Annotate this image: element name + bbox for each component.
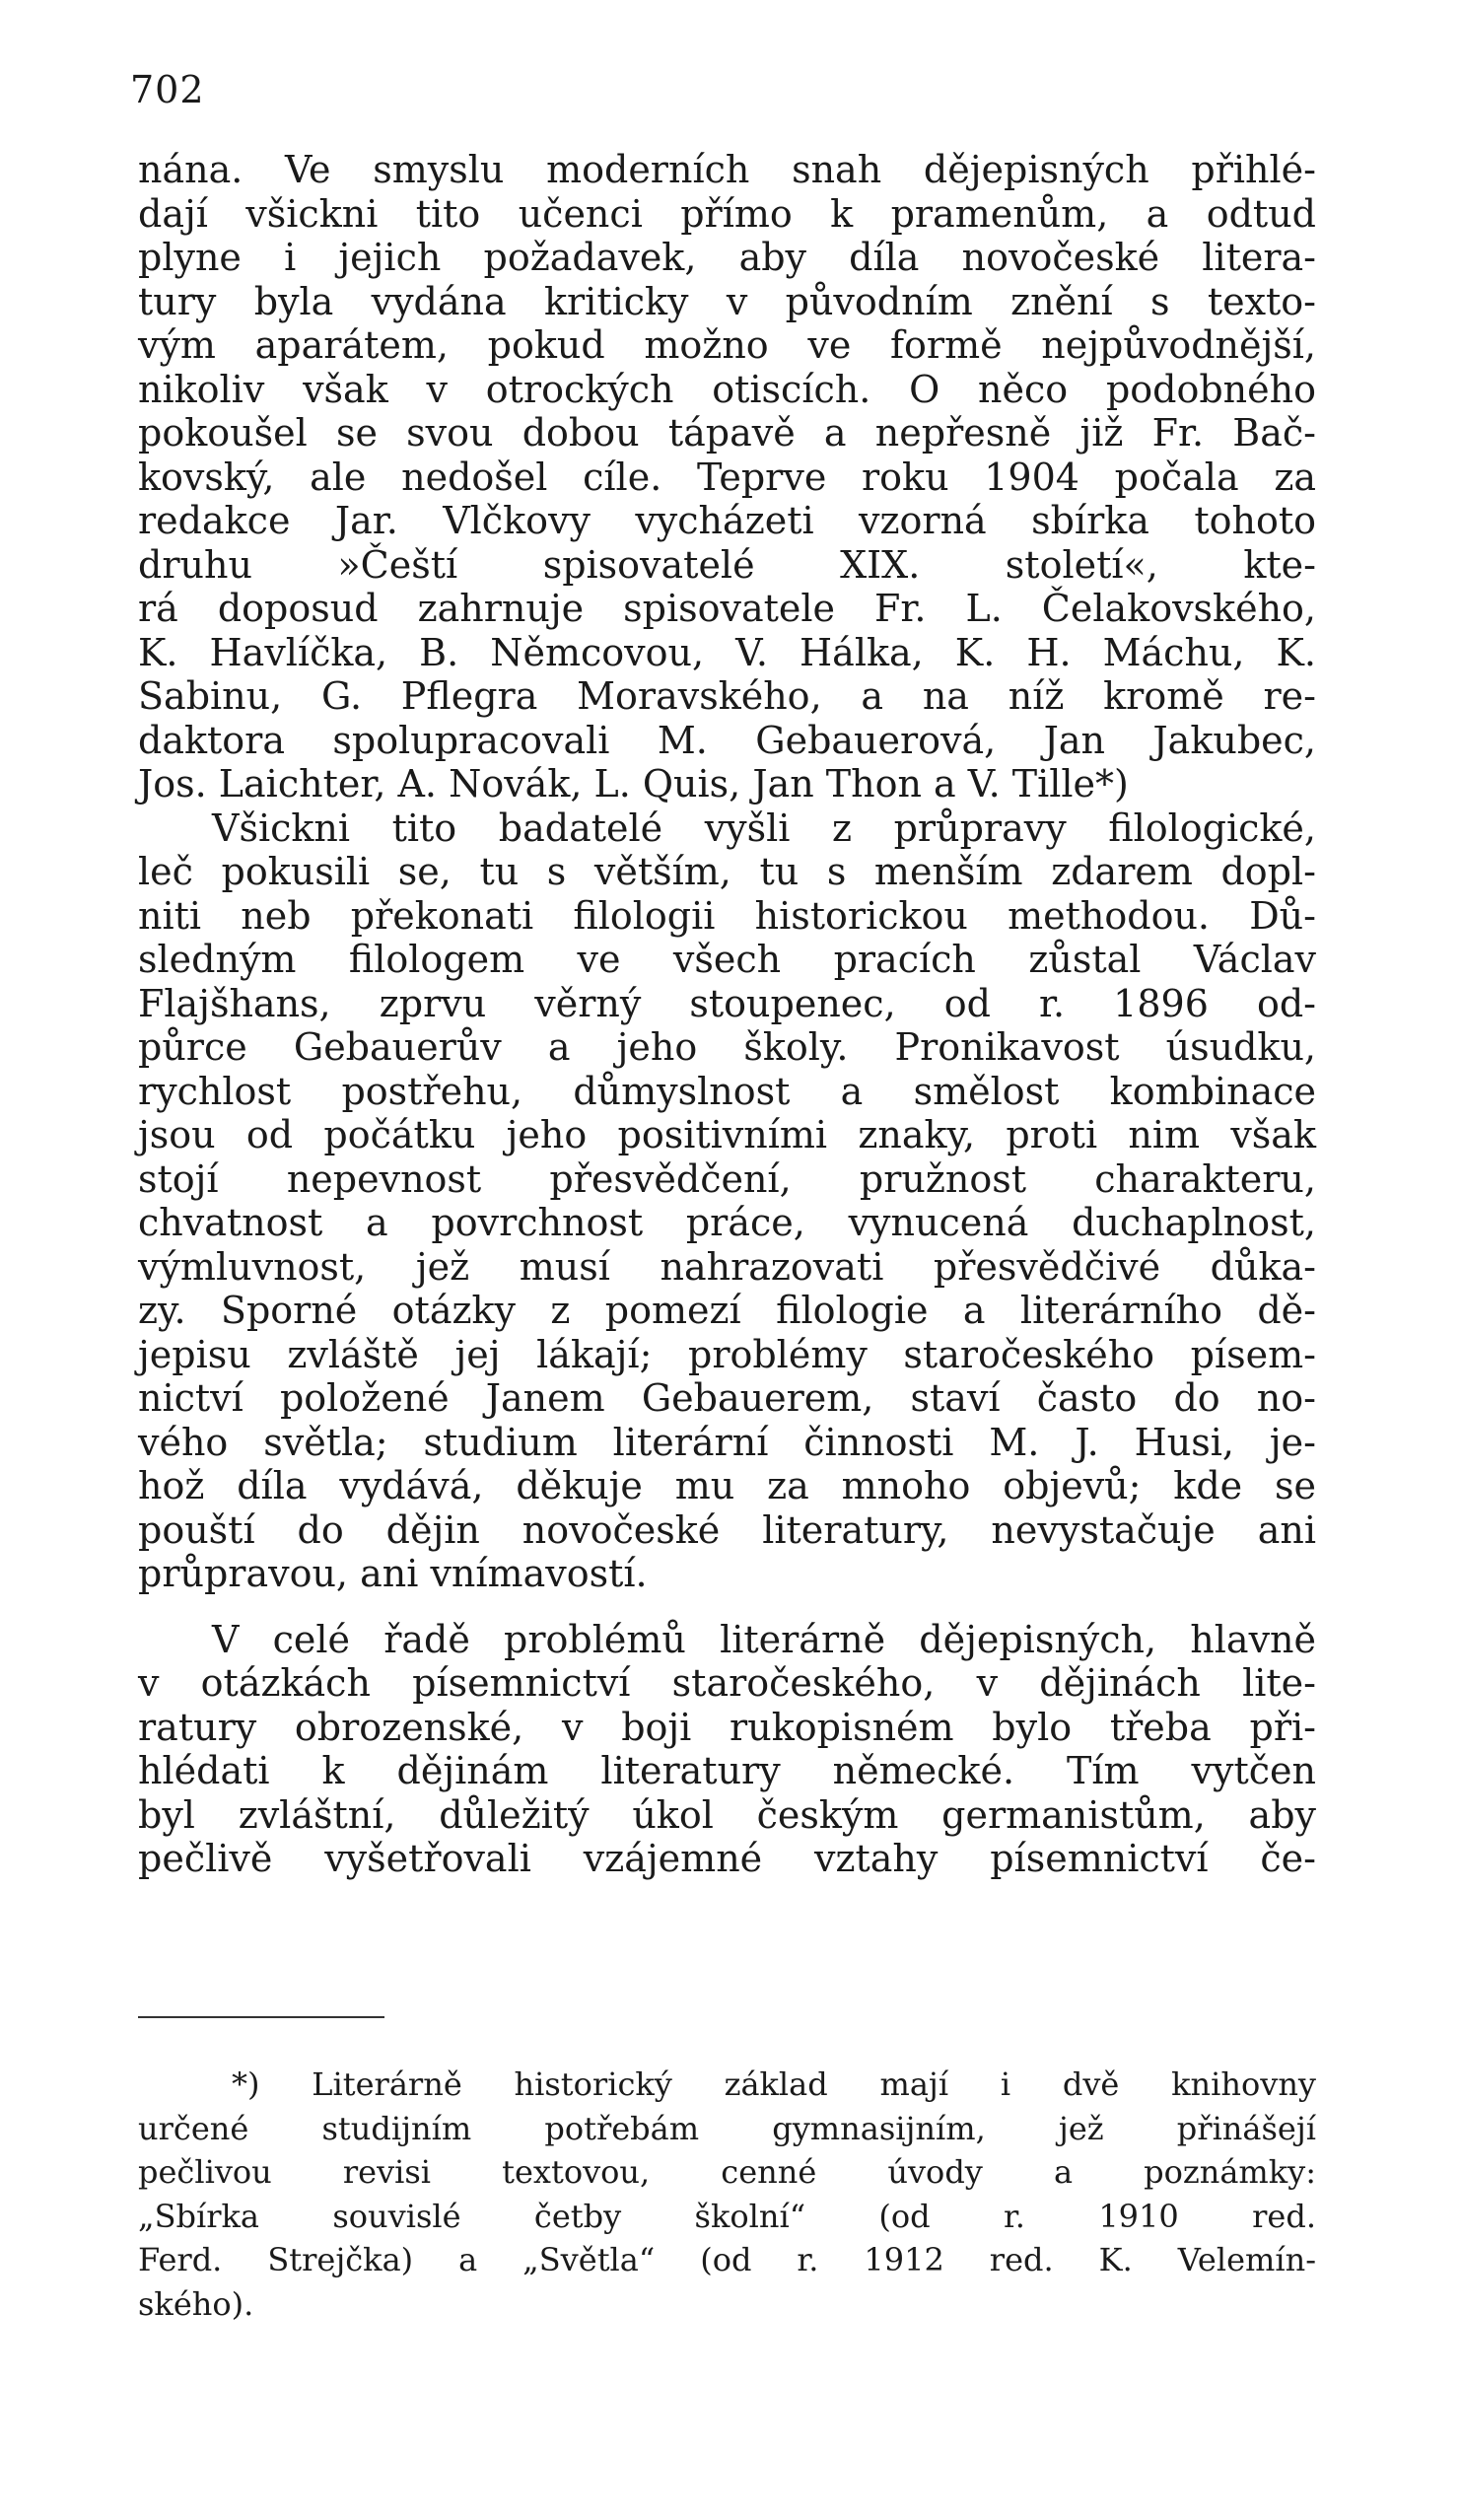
text-line: zy. Sporné otázky z pomezí filologie a literárního dě- [138,1289,1316,1332]
text-line: druhu »Čeští spisovatelé XIX. století«, kte- [138,542,1316,587]
text-line: leč pokusili se, tu s větším, tu s menším zdarem dopl- [138,850,1316,893]
text-line: nikoliv však v otrockých otiscích. O něco podobného [138,367,1316,411]
body-text [138,148,1316,1881]
text-line: nictví položené Janem Gebauerem, staví často do no- [138,1376,1316,1420]
text-line: chvatnost a povrchnost práce, vynucená duchaplnost, [138,1201,1316,1244]
text-line: tury byla vydána kriticky v původním znění s texto- [138,279,1316,323]
text-line: v otázkách písemnictví staročeského, v dějinách lite- [138,1661,1316,1705]
text-line: pečlivě vyšetřovali vzájemné vztahy písemnictví če- [138,1837,1316,1880]
footnote-line: určené studijním potřebám gymnasijním, jež přinášejí [138,2109,1316,2147]
text-line: K. Havlíčka, B. Němcovou, V. Hálka, K. H. Máchu, K. [138,630,1316,674]
text-line: pouští do dějin novočeské literatury, nevystačuje ani [138,1507,1316,1552]
text-line: pokoušel se svou dobou tápavě a nepřesně již Fr. Bač- [138,411,1316,455]
text-line: jepisu zvláště jej lákají; problémy staročeského písem- [138,1332,1316,1376]
text-line: stojí nepevnost přesvědčení, pružnost charakteru, [138,1156,1316,1201]
text-line: Jos. Laichter, A. Novák, L. Quis, Jan Thon a V. Tille*) [138,762,1129,805]
text-line: Sabinu, G. Pflegra Moravského, a na níž kromě re- [138,674,1316,718]
text-line: dají všickni tito učenci přímo k pramenům, a odtud [138,191,1316,236]
text-line: daktora spolupracovali M. Gebauerová, Jan Jakubec, [138,718,1316,762]
text-line: výmluvnost, jež musí nahrazovati přesvědčivé důka- [138,1244,1316,1289]
text-line: sledným filologem ve všech pracích zůstal Václav [138,938,1316,981]
footnote-line: *) Literárně historický základ mají i dvě knihovny [232,2065,1316,2103]
text-line: vého světla; studium literární činnosti M. J. Husi, je- [138,1420,1316,1464]
text-line: půrce Gebauerův a jeho školy. Pronikavost úsudku, [138,1025,1316,1069]
text-line: rá doposud zahrnuje spisovatele Fr. L. Čelakovského, [138,587,1316,630]
text-line: V celé řadě problémů literárně dějepisných, hlavně [212,1617,1316,1661]
text-line: jsou od počátku jeho positivními znaky, proti nim však [138,1113,1316,1156]
footnote-line: ského). [138,2284,254,2323]
footnote [138,2063,1316,2326]
text-line: rychlost postřehu, důmyslnost a smělost kombinace [138,1069,1316,1113]
text-line: ratury obrozenské, v boji rukopisném bylo třeba při- [138,1705,1316,1749]
text-line: hož díla vydává, děkuje mu za mnoho objevů; kde se [138,1464,1316,1507]
text-line: hlédati k dějinám literatury německé. Tím vytčen [138,1749,1316,1792]
paragraph-1 [138,148,1316,806]
text-line: vým aparátem, pokud možno ve formě nejpůvodnější, [138,323,1316,367]
paragraph-3 [138,1618,1316,1881]
text-line: plyne i jejich požadavek, aby díla novočeské litera- [138,236,1316,279]
text-line: redakce Jar. Vlčkovy vycházeti vzorná sbírka tohoto [138,499,1316,542]
text-line: nána. Ve smyslu moderních snah dějepisných přihlé- [138,148,1316,191]
footnote-line: „Sbírka souvislé četby školní“ (od r. 1910 red. [138,2197,1316,2235]
paragraph-2 [138,806,1316,1596]
footnote-line: Ferd. Strejčka) a „Světla“ (od r. 1912 red. K. Velemín- [138,2241,1316,2278]
text-line: průpravou, ani vnímavostí. [138,1552,648,1595]
text-line: byl zvláštní, důležitý úkol českým germanistům, aby [138,1792,1316,1837]
footnote-divider [138,2016,384,2018]
text-line: niti neb překonati filologii historickou methodou. Dů- [138,893,1316,938]
text-line: Všickni tito badatelé vyšli z průpravy filologické, [212,805,1316,850]
text-line: kovský, ale nedošel cíle. Teprve roku 1904 počala za [138,455,1316,499]
text-line: Flajšhans, zprvu věrný stoupenec, od r. 1896 od- [138,981,1316,1025]
footnote-line: pečlivou revisi textovou, cenné úvody a poznámky: [138,2153,1316,2191]
page-number: 702 [130,68,205,111]
